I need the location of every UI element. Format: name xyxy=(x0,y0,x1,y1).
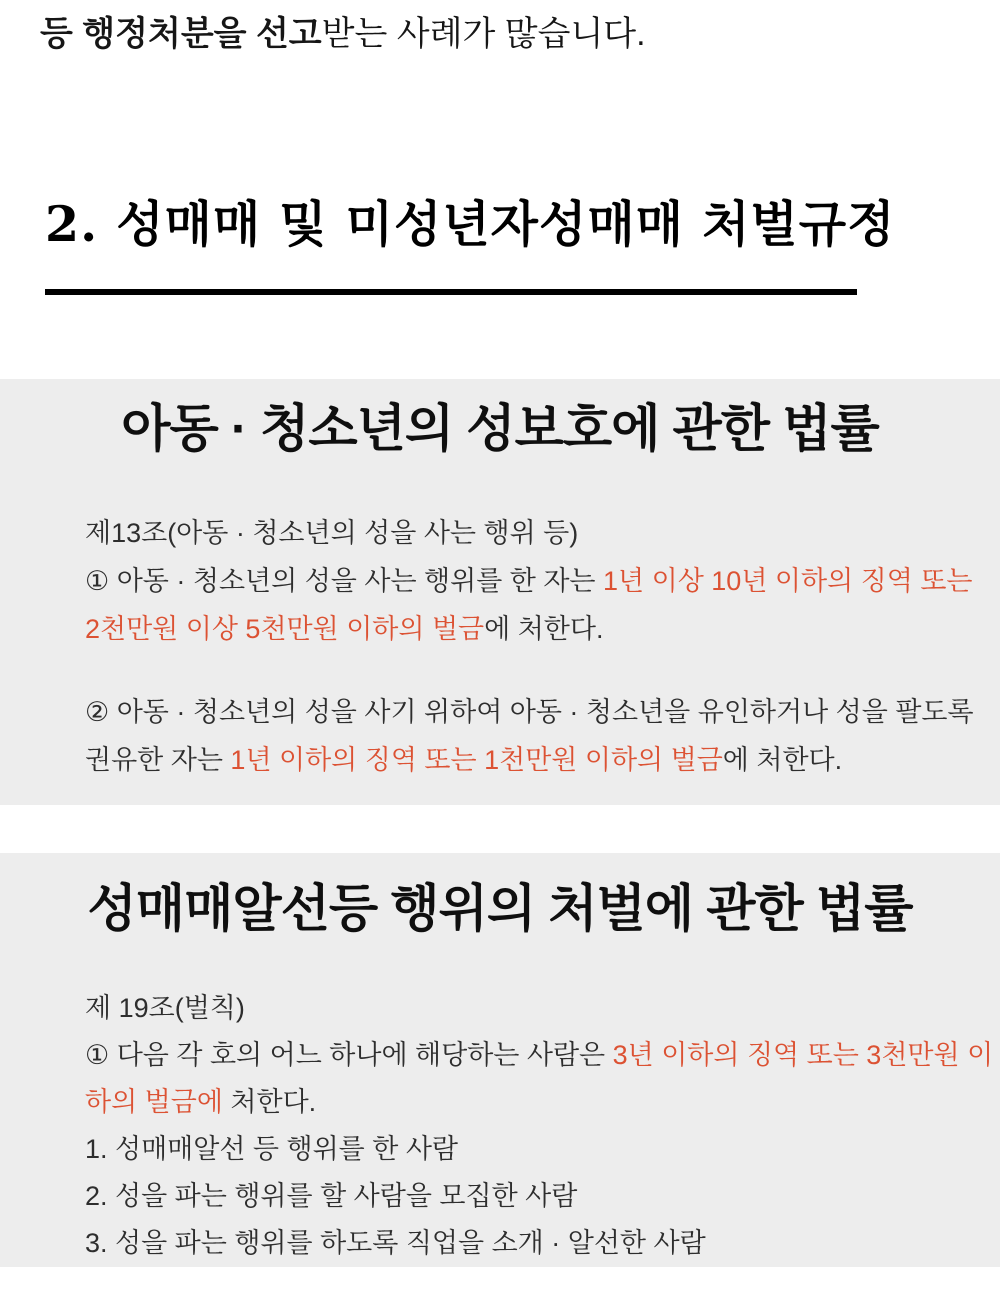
law-text: 2. 성을 파는 행위를 할 사람을 모집한 사람 xyxy=(85,1181,578,1211)
section-title: 2. 성매매 및 미성년자성매매 처벌규정 xyxy=(45,195,896,253)
intro-sentence-regular: 받는 사례가 많습니다. xyxy=(321,15,646,53)
text-line xyxy=(85,1079,1000,1126)
intro-sentence xyxy=(40,12,646,56)
law-box-2-body xyxy=(85,985,1000,1267)
text-line xyxy=(85,605,1000,653)
law-text: 제13조(아동 · 청소년의 성을 사는 행위 등) xyxy=(85,518,579,548)
text-line xyxy=(85,1126,1000,1173)
text-line xyxy=(85,985,1000,1032)
law-text: ① 아동 · 청소년의 성을 사는 행위를 한 자는 xyxy=(85,566,604,596)
section-title-underline xyxy=(45,289,857,295)
law-text: 권유한 자는 xyxy=(85,745,231,775)
penalty-highlight-text: 1년 이상 10년 이하의 징역 또는 xyxy=(603,566,973,596)
penalty-highlight-text: 하의 벌금에 xyxy=(85,1087,223,1117)
law-text: 처한다. xyxy=(222,1087,317,1117)
text-line xyxy=(85,1032,1000,1079)
law-text: 에 처한다. xyxy=(484,614,604,644)
law-box-2-heading: 성매매알선등 행위의 처벌에 관한 법률 xyxy=(87,880,913,937)
law-box-prostitution-punishment xyxy=(0,853,1000,1267)
text-line xyxy=(85,1220,1000,1267)
law-box-1-heading: 아동 · 청소년의 성보호에 관한 법률 xyxy=(121,400,879,457)
penalty-highlight-text: 3년 이하의 징역 또는 3천만원 이 xyxy=(612,1040,994,1070)
law-paragraph xyxy=(85,509,1000,653)
law-text: ① 다음 각 호의 어느 하나에 해당하는 사람은 xyxy=(85,1040,613,1070)
intro-sentence-bold: 등 행정처분을 선고 xyxy=(40,15,322,53)
text-line xyxy=(85,557,1000,605)
law-text: 에 처한다. xyxy=(722,745,843,775)
penalty-highlight-text: 1년 이하의 징역 또는 1천만원 이하의 벌금 xyxy=(230,745,723,775)
law-text: 1. 성매매알선 등 행위를 한 사람 xyxy=(85,1134,459,1164)
penalty-highlight-text: 2천만원 이상 5천만원 이하의 벌금 xyxy=(85,614,485,644)
law-text: 제 19조(벌칙) xyxy=(85,993,245,1023)
text-line xyxy=(85,509,1000,557)
law-text: 3. 성을 파는 행위를 하도록 직업을 소개 · 알선한 사람 xyxy=(85,1228,706,1258)
law-box-1-body xyxy=(85,509,1000,784)
text-line xyxy=(85,688,1000,736)
text-line xyxy=(85,736,1000,784)
law-box-child-protection xyxy=(0,379,1000,805)
law-text: ② 아동 · 청소년의 성을 사기 위하여 아동 · 청소년을 유인하거나 성을 팔도록 xyxy=(85,697,974,727)
text-line xyxy=(85,1173,1000,1220)
law-paragraph xyxy=(85,985,1000,1267)
law-paragraph xyxy=(85,688,1000,784)
